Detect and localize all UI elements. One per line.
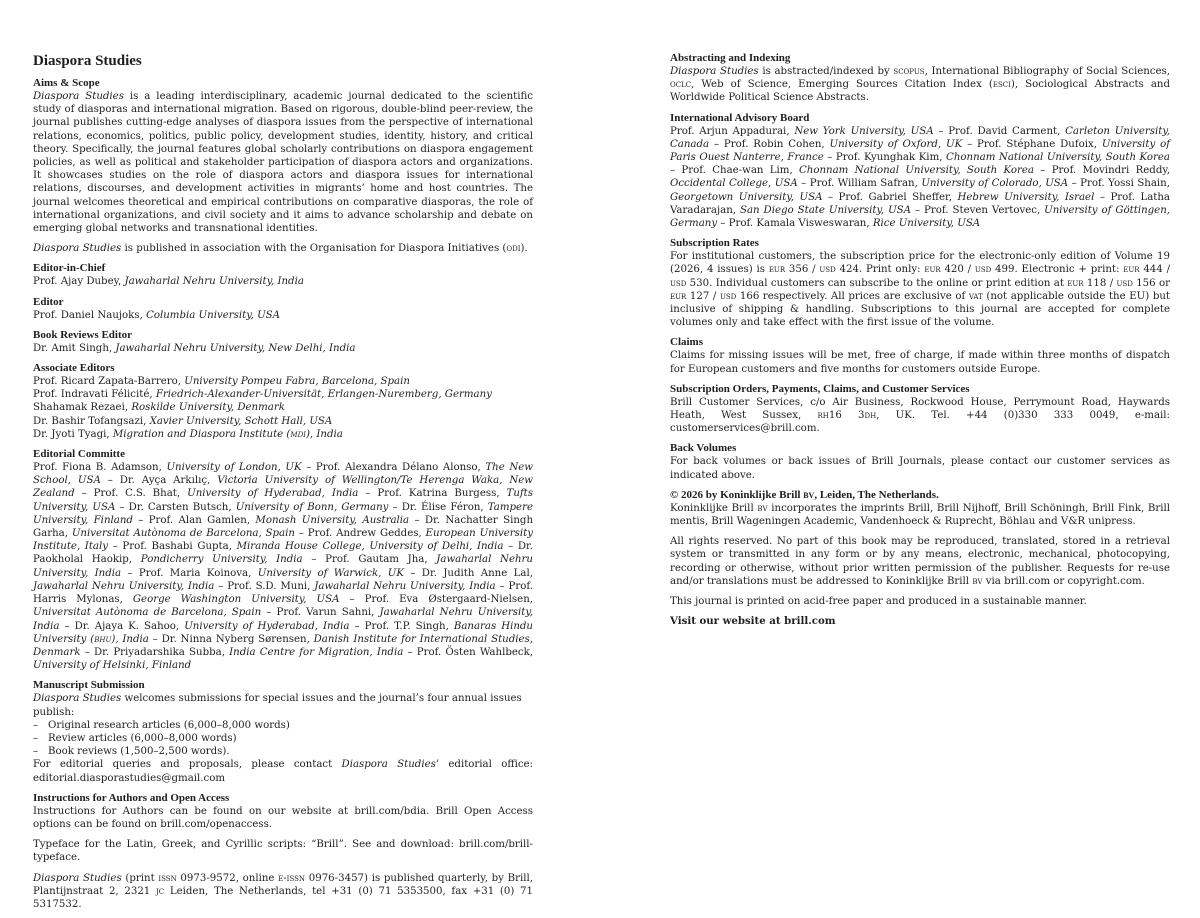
right-column [670,52,1170,636]
abstracting-heading: Abstracting and Indexing [670,52,791,64]
associate-editors-heading: Associate Editors [33,362,115,375]
list-dash: – [33,732,39,744]
rights-notice: All rights reserved. No part of this book may be reproduced, translated, stored in a retrieval system or transmitted in any form or by any means, electronic, mechanical, photocopying, recording or otherwise, without prior written permission of the publisher. Requests for re-use and/or translations must be addressed to Koninklijke Brill bv via brill.com or copyright.com. [670,536,1170,587]
list-item-text: Review articles (6,000–8,000 words) [48,732,237,744]
aims-scope-body: Diaspora Studies is a leading interdisciplinary, academic journal dedicated to the scientific study of diasporas and international migration. Based on rigorous, double-blind peer-review, the journal publishes cutting-edge analyses of diaspora issues from the perspective of international relations, economics, politics, public policy, development studies, identity, history, and critical theory. Specifically, the journal features global scholarly contributions on diaspora engagement policies, as well as political and stakeholder participation of diaspora actors and organizations. It showcases studies on the role of diaspora actors and diaspora issues for international relations, discourses, and development activities in migrants’ home and host countries. The journal welcomes theoretical and empirical contributions on comparative diasporas, the role of international organizations, and civil society and it aims to advance scholarship and debate on emerging global networks and transnational identities. [33,91,533,235]
copyright-body: Koninklijke Brill bv incorporates the imprints Brill, Brill Nijhoff, Brill Schöningh, Brill Fink, Brill mentis, Brill Wageningen Academic, Vandenhoeck & Ruprecht, Böhlau and V&R unipress. [670,502,1170,528]
manuscript-contact: For editorial queries and proposals, please contact Diaspora Studies’ editorial office: editorial.diasporastudies@gmail.com [33,759,533,784]
orders-section [670,383,1170,436]
book-reviews-heading: Book Reviews Editor [33,328,132,341]
back-volumes-body: For back volumes or back issues of Brill Journals, please contact our customer services as indicated above. [670,456,1170,481]
manuscript-heading: Manuscript Submission [33,679,145,692]
back-volumes-heading: Back Volumes [670,442,737,455]
editorial-committee-heading: Editorial Committe [33,448,125,461]
claims-heading: Claims [670,336,703,349]
advisory-heading: International Advisory Board [670,111,810,124]
editorial-committee-body: Prof. Fiona B. Adamson, University of London, UK – Prof. Alexandra Délano Alonso, The New School, USA – Dr. Ayça Arkılıç, Victoria University of Wellington/Te Herenga Waka, New Zealand – Prof. C.S. Bhat, University of Hyderabad, India – Prof. Katrina Burgess, Tufts University, USA – Dr. Carsten Butsch, University of Bonn, Germany – Dr. Élise Féron, Tampere University, Finland – Prof. Alan Gamlen, Monash University, Australia – Dr. Nachatter Singh Garha, Universitat Autònoma de Barcelona, Spain – Prof. Andrew Geddes, European University Institute, Italy – Prof. Bashabi Gupta, Miranda House College, University of Delhi, India – Dr. Paokholal Haokip, Pondicherry University, India – Prof. Gautam Jha, Jawaharlal Nehru University, India – Prof. Maria Koinova, University of Warwick, UK – Dr. Judith Anne Lal, Jawaharlal Nehru University, India – Prof. S.D. Muni, Jawaharlal Nehru University, India – Prof. Harris Mylonas, George Washington University, USA – Prof. Eva Østergaard-Nielsen, Universitat Autònoma de Barcelona, Spain – Prof. Varun Sahni, Jawaharlal Nehru University, India – Dr. Ajaya K. Sahoo, University of Hyderabad, India – Prof. T.P. Singh, Banaras Hindu University (bhu), India – Dr. Ninna Nyberg Sørensen, Danish Institute for International Studies, Denmark – Dr. Priyadarshika Subba, India Centre for Migration, India – Prof. Östen Wahlbeck, University of Helsinki, Finland [33,462,534,672]
copyright-section [670,489,1170,528]
claims-body: Claims for missing issues will be met, free of charge, if made within three months of dispatch for European customers and five months for customers outside Europe. [670,350,1170,375]
advisory-body: Prof. Arjun Appadurai, New York University, USA – Prof. David Carment, Carleton University, Canada – Prof. Robin Cohen, University of Oxford, UK – Prof. Stéphane Dufoix, University of Paris Ouest Nanterre, France – Prof. Kyunghak Kim, Chonnam National University, South Korea – Prof. Chae-wan Lim, Chonnam National University, South Korea – Prof. Movindri Reddy, Occidental College, USA – Prof. William Safran, University of Colorado, USA – Prof. Yossi Shain, Georgetown University, USA – Prof. Gabriel Sheffer, Hebrew University, Israel – Prof. Latha Varadarajan, San Diego State University, USA – Prof. Steven Vertovec, University of Göttingen, Germany – Prof. Kamala Visweswaran, Rice University, USA [670,125,1171,230]
list-item-text: Original research articles (6,000–8,000 words) [48,719,290,731]
list-item [33,719,533,732]
manuscript-intro: Diaspora Studies welcomes submissions for special issues and the journal’s four annual issues publish: [33,693,522,718]
instructions-section [33,792,533,911]
back-volumes-section [670,442,1170,481]
associate-editor: Prof. Indravati Félicité, Friedrich-Alexander-Universität, Erlangen-Nuremberg, Germany [33,389,492,401]
advisory-section [670,112,1170,231]
orders-body: Brill Customer Services, c/o Air Business, Rockwood House, Perrymount Road, Haywards Heath, West Sussex, rh16 3dh, UK. Tel. +44 (0)330 333 0049, e-mail: customerservices@brill.com. [670,396,1170,435]
list-item [33,745,533,758]
instructions-body: Instructions for Authors can be found on our website at brill.com/bdia. Brill Open Access options can be found on brill.com/openaccess. [33,805,533,830]
editorial-committee-section [33,448,533,672]
aims-scope-heading: Aims & Scope [33,77,100,89]
website-link[interactable]: Visit our website at brill.com [670,615,836,628]
book-reviews-editor: Dr. Amit Singh, Jawaharlal Nehru University, New Delhi, India [33,342,356,354]
journal-title: Diaspora Studies [33,53,142,69]
list-dash: – [33,746,39,758]
list-item-text: Book reviews (1,500–2,500 words). [48,746,230,758]
editor-in-chief-section [33,262,533,288]
claims-section [670,336,1170,375]
associate-editor: Dr. Jyoti Tyagi, Migration and Diaspora Institute (mdi), India [33,428,343,440]
left-column [33,52,533,918]
editor-in-chief-name: Prof. Ajay Dubey, Jawaharlal Nehru University, India [33,276,304,288]
abstracting-section [670,52,1170,105]
editor-heading: Editor [33,295,64,308]
associate-editor: Prof. Ricard Zapata-Barrero, University Pompeu Fabra, Barcelona, Spain [33,376,410,388]
manuscript-section [33,679,533,784]
editor-in-chief-heading: Editor-in-Chief [33,262,106,275]
subscription-section [670,237,1170,329]
paper-note: This journal is printed on acid-free paper and produced in a sustainable manner. [670,596,1087,608]
copyright-heading: © 2026 by Koninklijke Brill bv, Leiden, The Netherlands. [670,488,939,501]
abstracting-body: Diaspora Studies is abstracted/indexed by scopus, International Bibliography of Social Sciences, oclc, Web of Science, Emerging Sources Citation Index (esci), Sociological Abstracts and Worldwide Political Science Abstracts. [670,66,1170,104]
associate-editor: Shahamak Rezaei, Roskilde University, Denmark [33,402,285,414]
editor-name: Prof. Daniel Naujoks, Columbia University, USA [33,309,281,321]
associate-editor: Dr. Bashir Tofangsazi, Xavier University, Schott Hall, USA [33,415,333,427]
book-reviews-section [33,329,533,355]
subscription-body: For institutional customers, the subscription price for the electronic-only edition of Volume 19 (2026, 4 issues) is eur 356 / usd 424. Print only: eur 420 / usd 499. Electronic + print: eur 444 / usd 530. Individual customers can subscribe to the online or print edition at eur 118 / usd 156 or eur 127 / usd 166 respectively. All prices are exclusive of vat (not applicable outside the EU) but inclusive of shipping & handling. Subscriptions to this journal are accepted for complete volumes only and take effect with the first issue of the volume. [670,251,1171,329]
typeface-note: Typeface for the Latin, Greek, and Cyrillic scripts: “Brill”. See and download: brill.com/brill-typeface. [33,839,533,864]
editor-section [33,296,533,322]
orders-heading: Subscription Orders, Payments, Claims, and Customer Services [670,382,970,395]
associate-editors-section [33,362,533,441]
list-item [33,732,533,745]
aims-scope-section [33,77,533,255]
list-dash: – [33,719,39,731]
subscription-heading: Subscription Rates [670,237,759,250]
association-note: Diaspora Studies is published in association with the Organisation for Diaspora Initiatives (odi). [33,243,528,255]
instructions-heading: Instructions for Authors and Open Access [33,791,230,804]
issn-note: Diaspora Studies (print issn 0973-9572, online e-issn 0976-3457) is published quarterly, by Brill, Plantijnstraat 2, 2321 jc Leiden, The Netherlands, tel +31 (0) 71 5353500, fax +31 (0) 71 5317532. [33,872,533,910]
